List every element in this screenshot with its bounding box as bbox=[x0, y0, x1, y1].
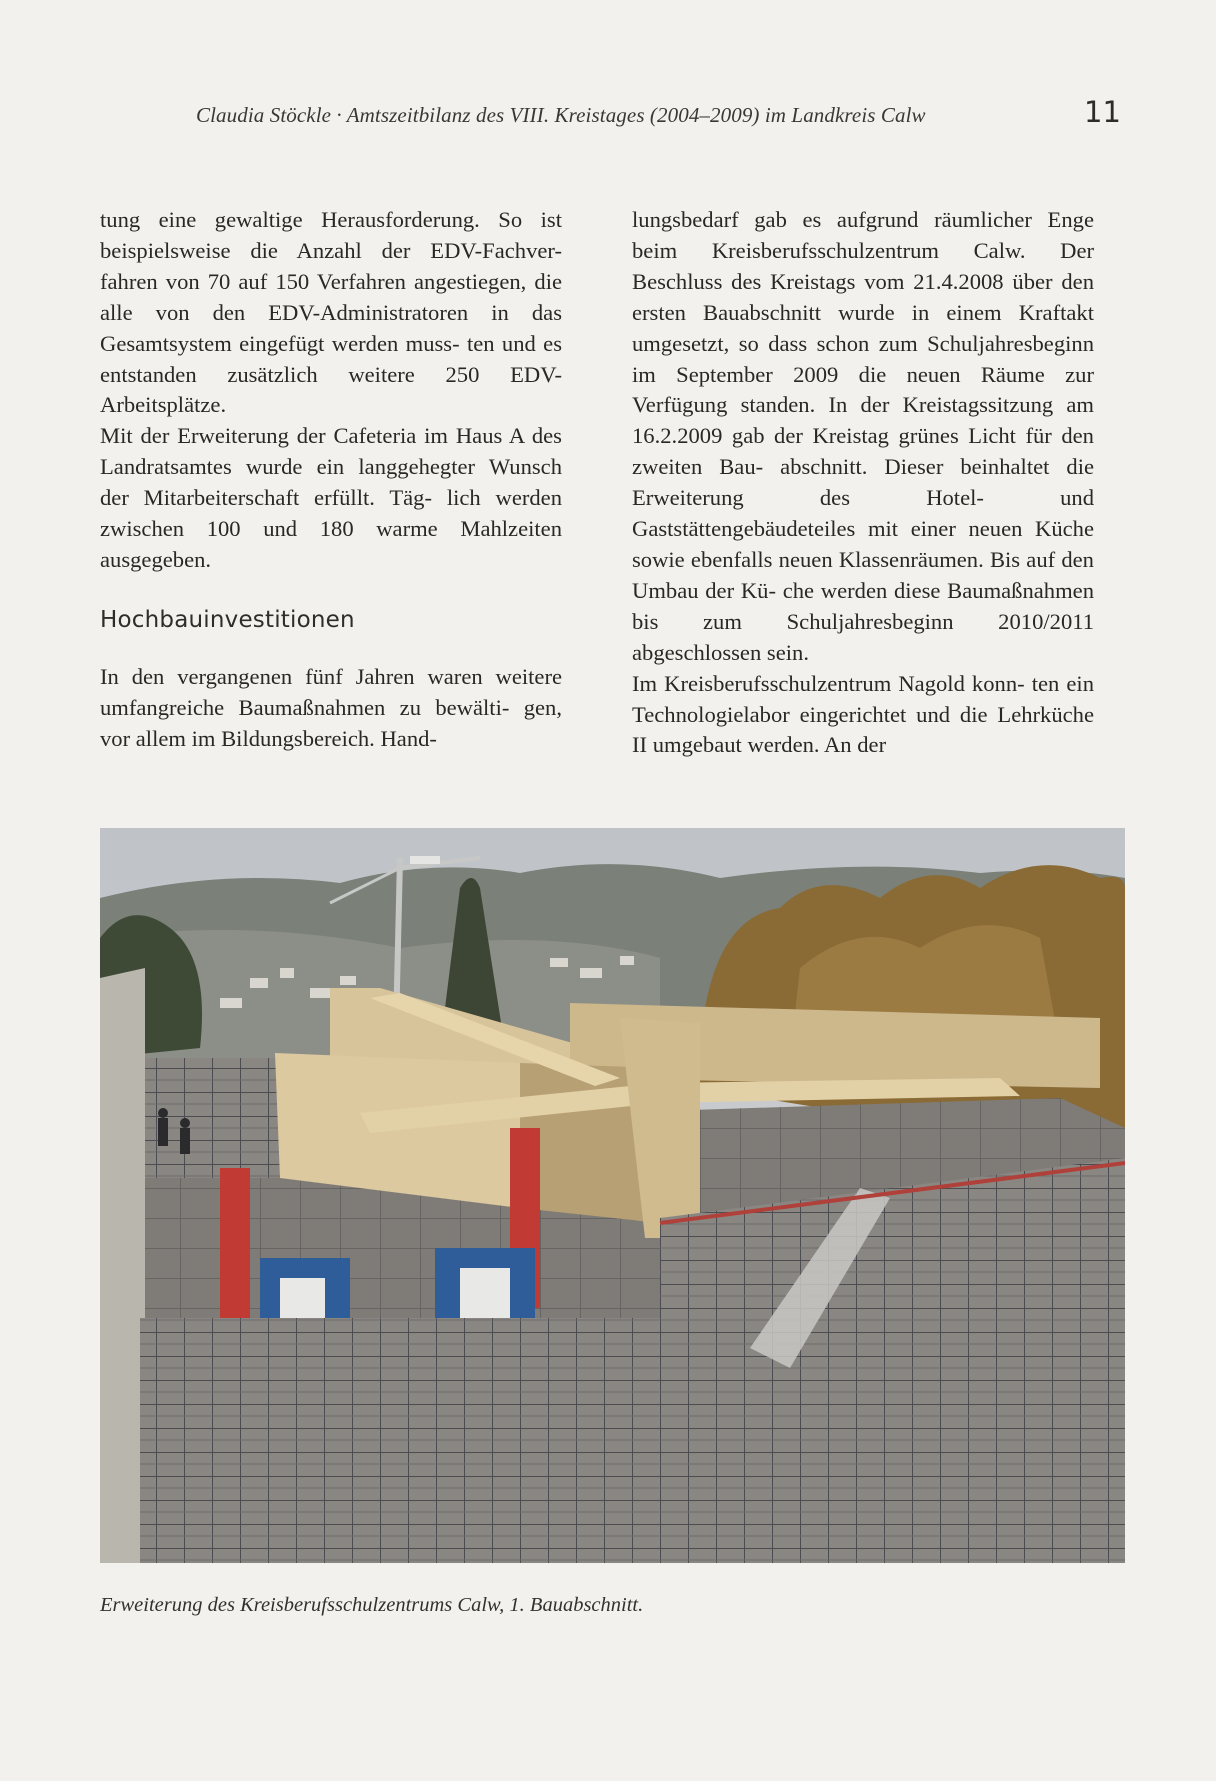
running-header: Claudia Stöckle · Amtszeitbilanz des VIII. Kreistages (2004–2009) im Landkreis Calw bbox=[196, 103, 926, 127]
text-line: über den ersten Bauabschnitt wurde in bbox=[632, 268, 1094, 325]
paragraph bbox=[100, 205, 562, 421]
page-number: 11 bbox=[1084, 95, 1121, 129]
text-line: zum Schuljahresbeginn im September 2009 bbox=[632, 330, 1094, 387]
text-line: die Lehrküche II umgebaut werden. An der bbox=[632, 701, 1094, 758]
text-line: des Hotel- und Gaststättengebäudeteiles mit bbox=[632, 485, 1094, 542]
text-line: die alle von den EDV-Administratoren in bbox=[100, 268, 562, 325]
text-line: der Kreistagssitzung am 16.2.2009 gab der bbox=[632, 392, 1094, 449]
text-line: ten ein Technologielabor eingerichtet und bbox=[632, 670, 1095, 727]
text-line: Im Kreisberufsschulzentrum Nagold konn- bbox=[632, 670, 1025, 696]
text-line: das Gesamtsystem eingefügt werden muss- bbox=[100, 299, 562, 356]
front-scaffold bbox=[140, 1318, 1125, 1563]
text-line: che werden diese Baumaßnahmen bis zum bbox=[632, 577, 1094, 634]
right-column bbox=[632, 205, 1094, 761]
paragraph bbox=[632, 669, 1094, 762]
text-line: Mahlzeiten ausgegeben. bbox=[100, 516, 562, 572]
text-line: Wunsch der Mitarbeiterschaft erfüllt. Täg- bbox=[100, 454, 562, 511]
construction-photo bbox=[100, 828, 1125, 1563]
text-line: Schuljahresbeginn 2010/2011 abgeschlossen bbox=[632, 608, 1094, 665]
text-line: Mit der Erweiterung der Cafeteria im Haus bbox=[100, 423, 503, 449]
paragraph bbox=[100, 662, 562, 755]
section-heading: Hochbauinvestitionen bbox=[100, 606, 355, 633]
text-line: Klassenräumen. Bis auf den Umbau der Kü- bbox=[632, 546, 1094, 603]
left-column bbox=[100, 205, 562, 755]
text-line: einem Kraftakt umgesetzt, so dass schon bbox=[632, 299, 1094, 356]
text-line: beispielsweise die Anzahl der EDV-Fachver- bbox=[100, 237, 562, 263]
text-line: In den vergangenen fünf Jahren waren weitere bbox=[100, 663, 562, 689]
construction-photo-illustration bbox=[100, 828, 1125, 1563]
left-building-wall bbox=[100, 968, 145, 1563]
text-line: tung eine gewaltige Herausforderung. So ist bbox=[100, 207, 562, 232]
text-line: ten und es entstanden zusätzlich weitere 250 bbox=[100, 330, 562, 387]
text-line: die neuen Räume zur Verfügung standen. In bbox=[632, 361, 1094, 418]
figure-caption: Erweiterung des Kreisberufsschulzentrums Calw, 1. Bauabschnitt. bbox=[100, 1594, 644, 1616]
paragraph bbox=[100, 421, 562, 576]
text-line: EDV-Arbeitsplätze. bbox=[100, 361, 562, 418]
text-line: Kreistag grünes Licht für den zweiten Bau- bbox=[632, 423, 1094, 480]
text-line: lungsbedarf gab es aufgrund räumlicher bbox=[632, 207, 1032, 232]
text-line: gen, vor allem im Bildungsbereich. Hand- bbox=[100, 694, 562, 751]
text-line: sein. bbox=[766, 639, 809, 665]
text-line: Enge beim Kreisberufsschulzentrum Calw. bbox=[632, 207, 1094, 263]
text-line: A des Landratsamtes wurde ein langgehegter bbox=[100, 423, 562, 480]
paragraph bbox=[632, 205, 1094, 669]
text-line: lich werden zwischen 100 und 180 warme bbox=[100, 485, 562, 542]
text-line: umfangreiche Baumaßnahmen zu bewälti- bbox=[100, 694, 510, 720]
text-line: abschnitt. Dieser beinhaltet die Erweiterung bbox=[632, 454, 1095, 511]
text-line: Der Beschluss des Kreistags vom 21.4.2008 bbox=[632, 237, 1094, 294]
text-line: einer neuen Küche sowie ebenfalls neuen bbox=[632, 516, 1094, 572]
text-line: fahren von 70 auf 150 Verfahren angestiegen, bbox=[100, 268, 527, 294]
